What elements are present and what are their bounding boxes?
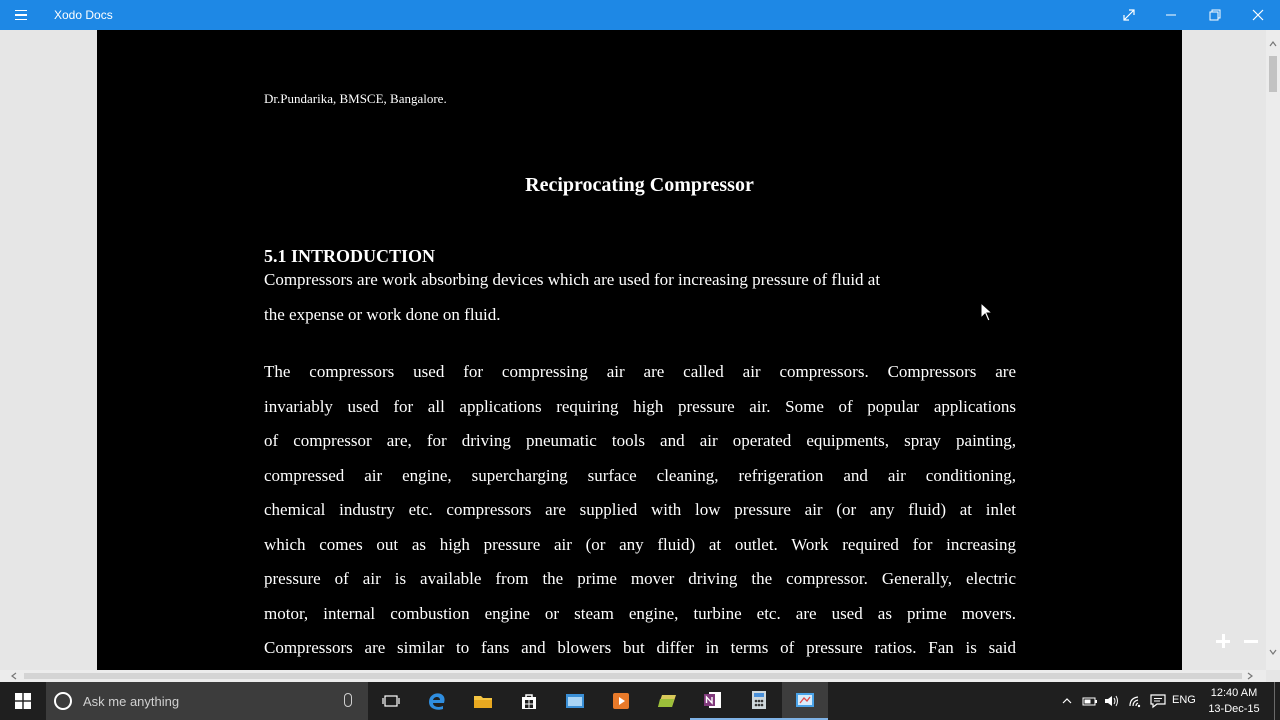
paragraph-line: Compressors are similar to fans and blowers but differ in terms of pressure ratios. Fan is said	[264, 638, 1016, 657]
taskbar-file-explorer[interactable]	[460, 682, 506, 720]
task-view-button[interactable]	[368, 682, 414, 720]
minimize-button[interactable]	[1150, 0, 1192, 30]
taskbar-media-player[interactable]	[598, 682, 644, 720]
scroll-left-icon[interactable]	[10, 672, 18, 680]
taskbar-store[interactable]	[506, 682, 552, 720]
document-title: Reciprocating Compressor	[525, 174, 754, 196]
clock[interactable]	[1203, 685, 1265, 717]
media-player-icon	[611, 692, 631, 710]
scroll-up-icon[interactable]	[1269, 40, 1277, 48]
author-line: Dr.Pundarika, BMSCE, Bangalore.	[264, 91, 447, 106]
horizontal-scroll-thumb[interactable]	[24, 673, 1242, 679]
network-tray-button[interactable]	[1126, 682, 1146, 720]
onenote-icon	[703, 690, 723, 710]
battery-tray-button[interactable]	[1080, 682, 1100, 720]
paragraph-line: motor, internal combustion engine or steam engine, turbine etc. are used as prime movers.	[264, 603, 1016, 623]
hamburger-menu-icon[interactable]	[8, 2, 34, 28]
volume-tray-button[interactable]	[1102, 682, 1122, 720]
restore-button[interactable]	[1194, 0, 1236, 30]
zoom-in-button[interactable]	[1214, 632, 1232, 650]
show-hidden-icons-button[interactable]	[1058, 682, 1076, 720]
taskbar	[0, 682, 1280, 720]
taskbar-app-window[interactable]	[552, 682, 598, 720]
paragraph-line: of compressor are, for driving pneumatic tools and air operated equipments, spray painting,	[264, 431, 1016, 450]
paragraph-line: which comes out as high pressure air (or any fluid) at outlet. Work required for increasing	[264, 534, 1016, 554]
taskbar-xodo-docs[interactable]	[782, 682, 828, 720]
paragraph-line: pressure of air is available from the prime mover driving the compressor. Generally, electric	[264, 569, 1016, 588]
document-viewer[interactable]	[0, 30, 1280, 670]
notification-icon	[1150, 694, 1166, 708]
start-button[interactable]	[0, 682, 46, 720]
clock-date: 13-Dec-15	[1208, 703, 1260, 715]
store-bag-icon	[520, 692, 538, 710]
minimize-icon	[1165, 9, 1177, 21]
close-icon	[1252, 9, 1264, 21]
battery-icon	[1082, 696, 1098, 706]
windows-logo-icon	[15, 693, 31, 709]
calculator-icon	[750, 690, 768, 710]
action-center-button[interactable]	[1148, 682, 1168, 720]
title-bar	[0, 0, 1280, 30]
fullscreen-button[interactable]	[1108, 0, 1150, 30]
vertical-scrollbar[interactable]	[1266, 30, 1280, 670]
app-title: Xodo Docs	[54, 8, 113, 22]
scroll-right-icon[interactable]	[1246, 672, 1254, 680]
restore-icon	[1209, 9, 1221, 21]
photos-folder-icon	[656, 693, 678, 709]
mouse-cursor-icon	[980, 302, 994, 322]
wifi-icon	[1128, 694, 1144, 708]
scroll-down-icon[interactable]	[1269, 648, 1277, 656]
edge-browser-icon	[427, 691, 447, 711]
paragraph-line: Compressors are work absorbing devices which are used for increasing pressure of fluid at	[264, 270, 881, 289]
xodo-docs-icon	[795, 692, 815, 708]
taskbar-calculator[interactable]	[736, 682, 782, 720]
input-language[interactable]: ENG	[1172, 694, 1196, 706]
paragraph-compressors	[264, 355, 1016, 700]
horizontal-scrollbar[interactable]	[0, 670, 1266, 682]
section-heading: 5.1 INTRODUCTION	[264, 246, 436, 266]
document-page	[97, 30, 1182, 670]
folder-icon	[473, 693, 493, 709]
paragraph-line: chemical industry etc. compressors are supplied with low pressure air (or any fluid) at inlet	[264, 500, 1016, 519]
taskbar-edge-browser[interactable]	[414, 682, 460, 720]
taskbar-photos[interactable]	[644, 682, 690, 720]
vertical-scroll-thumb[interactable]	[1269, 56, 1277, 92]
chevron-up-icon	[1062, 698, 1072, 704]
paragraph-line: The compressors used for compressing air are called air compressors. Compressors are	[264, 362, 1016, 381]
paragraph-line: invariably used for all applications requiring high pressure air. Some of popular applications	[264, 396, 1016, 416]
microphone-icon[interactable]	[344, 693, 352, 707]
close-button[interactable]	[1237, 0, 1279, 30]
cortana-icon	[54, 692, 72, 710]
speaker-icon	[1104, 694, 1120, 708]
clock-time: 12:40 AM	[1210, 687, 1258, 699]
show-desktop-button[interactable]	[1274, 682, 1280, 720]
taskbar-onenote[interactable]	[690, 682, 736, 720]
task-view-icon	[382, 694, 400, 708]
paragraph-intro	[264, 263, 1016, 332]
search-placeholder: Ask me anything	[83, 694, 180, 709]
app-window-icon	[565, 693, 585, 709]
expand-icon	[1123, 9, 1135, 21]
zoom-out-button[interactable]	[1242, 632, 1260, 650]
cortana-search-box[interactable]	[46, 682, 368, 720]
paragraph-line: the expense or work done on fluid.	[264, 304, 501, 324]
paragraph-line: compressed air engine, supercharging surface cleaning, refrigeration and air conditioning,	[264, 465, 1016, 485]
